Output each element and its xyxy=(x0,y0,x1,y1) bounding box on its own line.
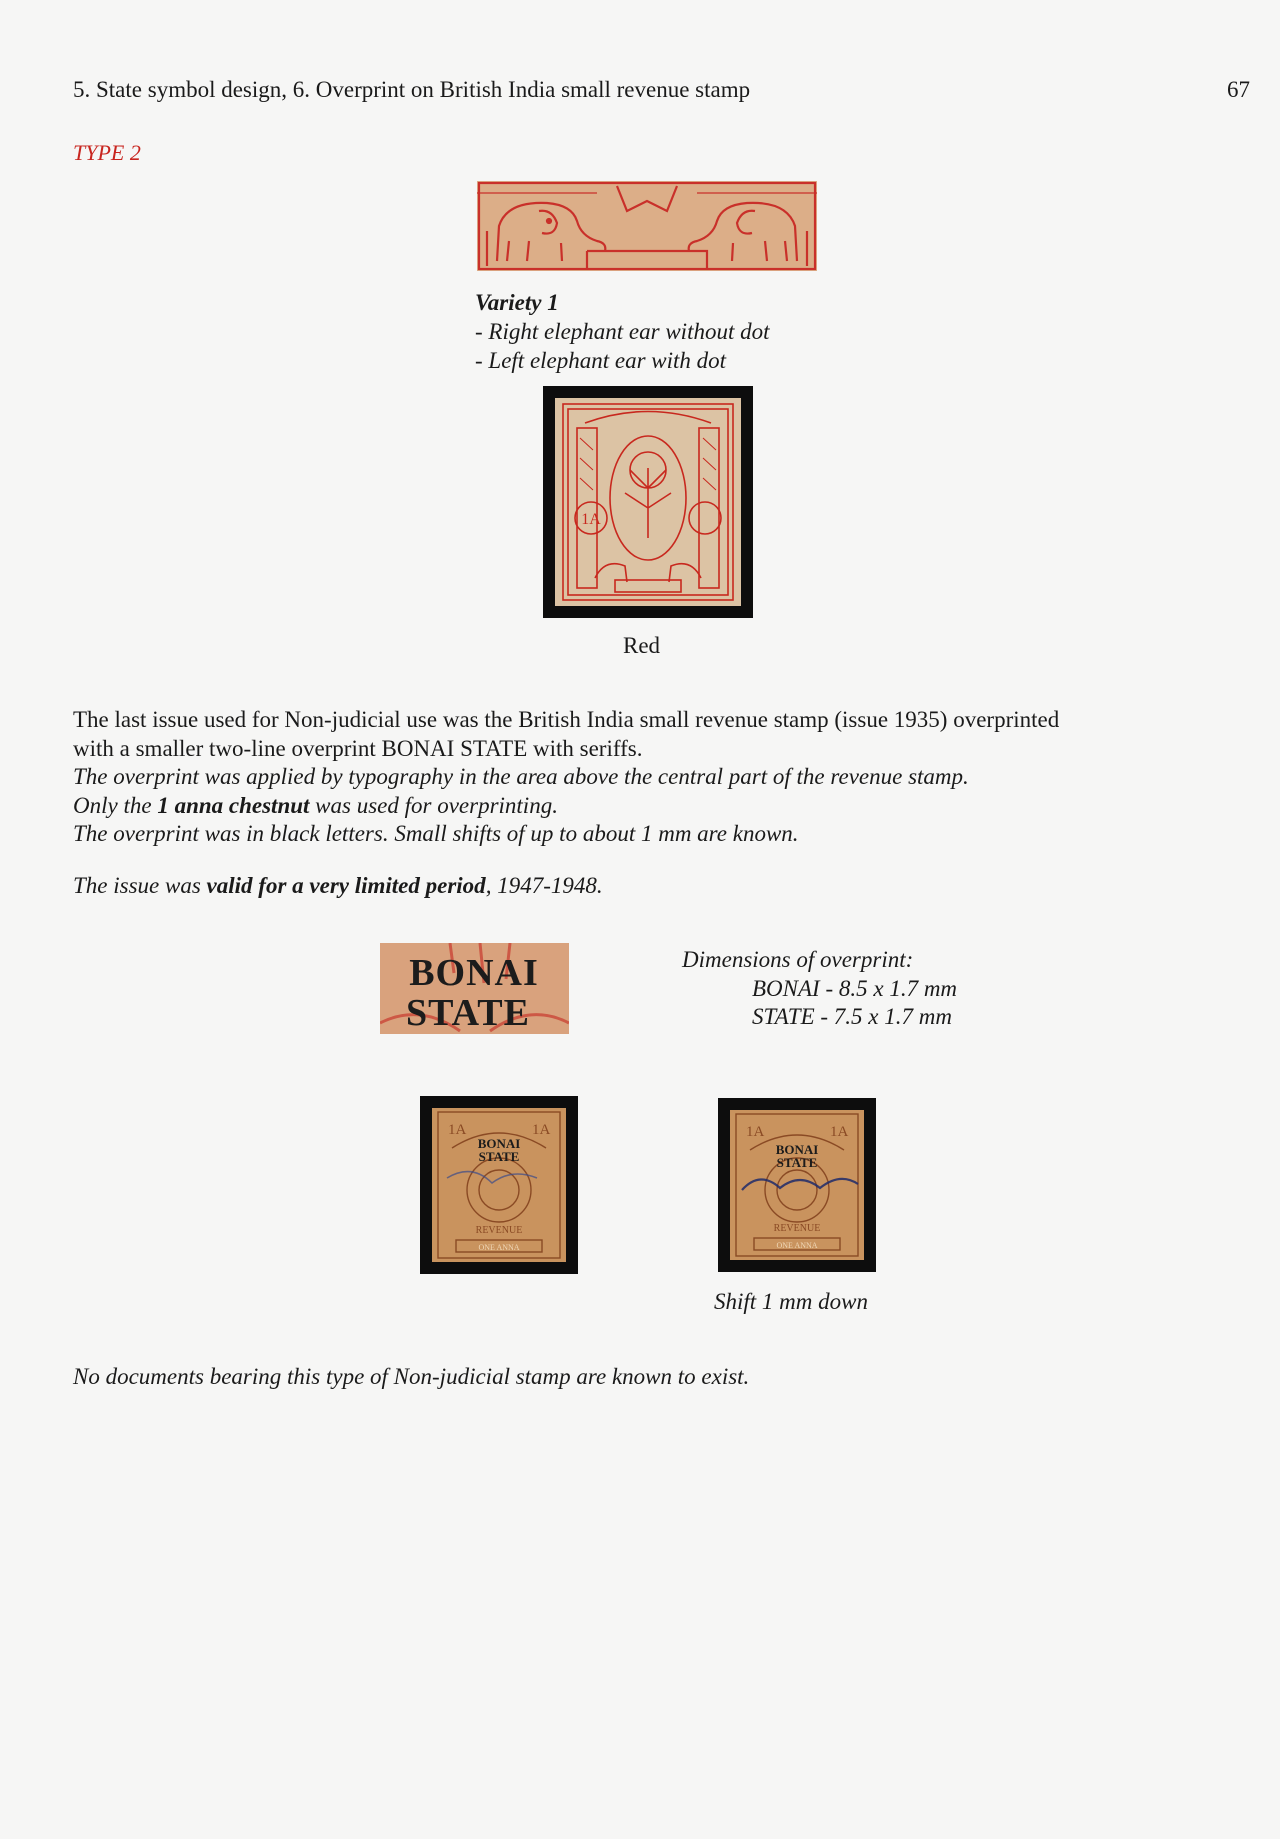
type-label: TYPE 2 xyxy=(73,140,141,165)
elephant-detail-illustration xyxy=(477,181,817,271)
shifted-stamp-illustration xyxy=(730,1110,864,1260)
validity-text: The issue was xyxy=(73,873,207,898)
validity-emphasis: valid for a very limited period xyxy=(206,873,486,898)
red-stamp-image xyxy=(543,386,753,618)
variety-title: Variety 1 xyxy=(475,290,559,315)
overprint-dimensions xyxy=(682,946,957,1032)
body-line: with a smaller two-line overprint BONAI STATE with seriffs. xyxy=(73,735,643,761)
body-line: The overprint was in black letters. Small shifts of up to about 1 mm are known. xyxy=(73,821,799,846)
stamp-bottom-label: ONE ANNA xyxy=(478,1243,520,1252)
stamp-bottom-label: ONE ANNA xyxy=(776,1241,818,1250)
overprint-detail-image xyxy=(380,943,569,1034)
stamp-revenue-label: REVENUE xyxy=(475,1225,523,1236)
variety-line: - Right elephant ear without dot xyxy=(475,319,770,344)
stamp-corner-value: 1A xyxy=(746,1124,765,1140)
body-emphasis: 1 anna chestnut xyxy=(157,792,310,818)
dimension-state: STATE - 7.5 x 1.7 mm xyxy=(752,1004,952,1029)
page-heading: 5. State symbol design, 6. Overprint on British India small revenue stamp xyxy=(73,77,751,102)
body-text-segment: Only the xyxy=(73,792,158,818)
variety-line: - Left elephant ear with dot xyxy=(475,348,727,373)
validity-note xyxy=(73,873,603,899)
stamp-corner-value: 1A xyxy=(532,1122,551,1138)
overprint-detail-illustration xyxy=(380,943,569,1034)
body-line: The last issue used for Non-judicial use was the British India small revenue stamp (issue 1935) overprinted xyxy=(73,707,1060,732)
red-stamp-illustration xyxy=(555,398,741,606)
footer-note: No documents bearing this type of Non-judicial stamp are known to exist. xyxy=(73,1364,750,1389)
dimensions-heading: Dimensions of overprint: xyxy=(682,947,914,972)
stamp-corner-value: 1A xyxy=(830,1124,849,1140)
stamp-overprint-line: STATE xyxy=(478,1149,520,1164)
body-line xyxy=(73,792,1213,821)
stamp-revenue-label: REVENUE xyxy=(773,1223,821,1234)
variety-description xyxy=(475,288,770,375)
page-number: 67 xyxy=(1227,77,1250,102)
overprinted-stamp-illustration xyxy=(432,1108,566,1262)
overprint-line: BONAI xyxy=(409,952,539,994)
body-text-segment: was used for overprinting. xyxy=(309,792,558,818)
shifted-overprint-stamp-image xyxy=(718,1098,876,1272)
overprint-line: STATE xyxy=(406,992,530,1034)
stamp-overprint-line: STATE xyxy=(776,1155,818,1170)
red-stamp-caption: Red xyxy=(623,633,661,658)
stamp-value-label: 1A xyxy=(581,511,601,528)
stamp-overprint-line: BONAI xyxy=(775,1142,819,1157)
dimension-bonai: BONAI - 8.5 x 1.7 mm xyxy=(752,975,958,1001)
validity-text: , 1947-1948. xyxy=(485,873,603,898)
description-text xyxy=(73,706,1213,849)
overprinted-stamp-image xyxy=(420,1096,578,1274)
elephant-detail-image xyxy=(477,181,817,271)
stamp-corner-value: 1A xyxy=(448,1122,467,1138)
body-line: The overprint was applied by typography in the area above the central part of the revenue stamp. xyxy=(73,764,969,789)
shifted-stamp-caption: Shift 1 mm down xyxy=(714,1289,868,1314)
stamp-overprint-line: BONAI xyxy=(477,1136,521,1151)
